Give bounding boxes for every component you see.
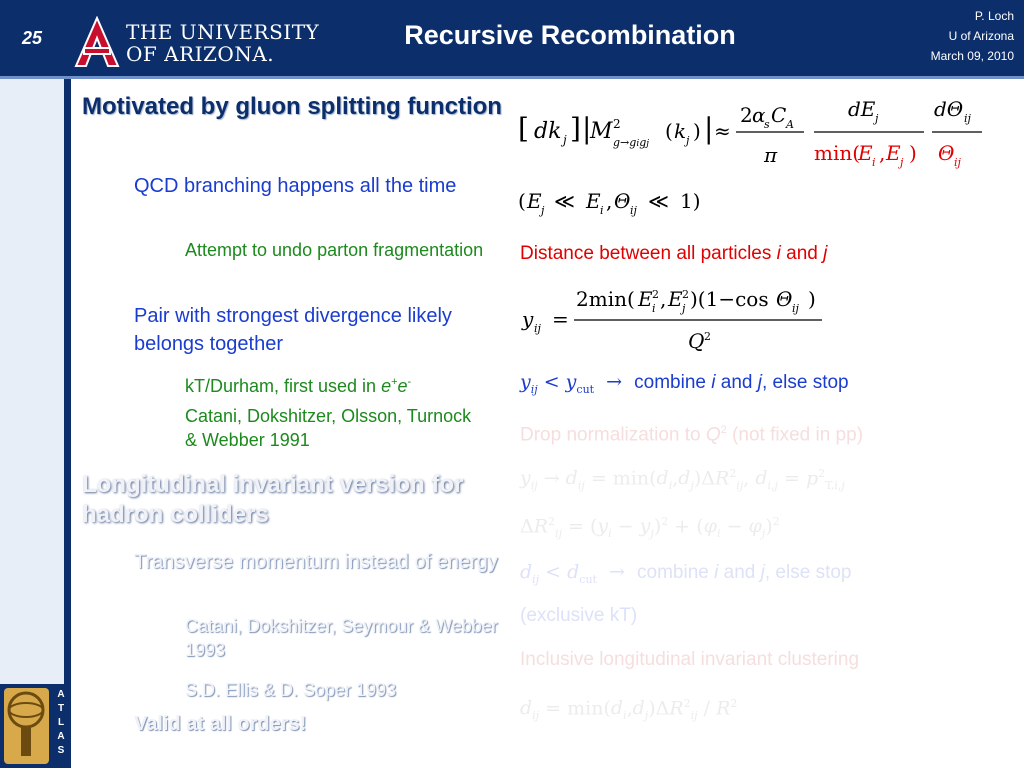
bullet-transverse-momentum: Transverse momentum instead of energy [134, 551, 498, 573]
svg-text:ij: ij [792, 302, 799, 315]
svg-text:[: [ [518, 112, 529, 145]
kt-e1: e [381, 376, 392, 396]
svg-text:ij: ij [954, 156, 961, 169]
svg-text:j: j [682, 302, 686, 315]
distance-j: j [823, 243, 828, 264]
header-rule [0, 76, 1024, 79]
svg-text:Q: Q [688, 329, 705, 353]
svg-text:2: 2 [682, 288, 689, 301]
combine2-i: i [714, 562, 719, 583]
left-bar [64, 79, 71, 684]
formula-deltar: $\Delta R^2_{ij} = (y_i - y_j)^2 + (\varphi_i - \varphi_j)^2$ [520, 515, 780, 541]
svg-text:i: i [872, 156, 876, 169]
bullet-strongest-divergence: Pair with strongest divergence likely belongs together [134, 305, 452, 355]
atlas-text: ATLAS [57, 689, 65, 756]
svg-text:,: , [660, 287, 667, 311]
svg-text:,: , [879, 141, 886, 165]
svg-text:Θ: Θ [614, 189, 631, 213]
drop-q: Q [705, 424, 721, 446]
kt-sup-minus: - [407, 376, 412, 388]
svg-text:i: i [600, 204, 604, 217]
svg-text:ij: ij [964, 112, 971, 125]
svg-text:)(1−cos: )(1−cos [690, 287, 769, 311]
svg-text:Θ: Θ [938, 141, 955, 165]
svg-text:j: j [541, 204, 545, 217]
drop-normalization: Drop normalization to $Q^2$ (not fixed in pp) [520, 424, 864, 446]
heading-longitudinal: Longitudinal invariant version for hadron colliders [82, 471, 464, 528]
svg-text:j: j [563, 133, 567, 147]
exclusive-kt: (exclusive kT) [520, 605, 638, 626]
slide-title: Recursive Recombination [404, 20, 736, 50]
yij-less-ycut: $y_{ij} < y_{cut}$ → [520, 371, 635, 396]
svg-text:dΘ: dΘ [934, 97, 964, 121]
distance-i: i [776, 243, 781, 264]
formula-dij-inclusive: $d_{ij} = \min(d_i,d_j)\Delta R^2_{ij}$ ∕ $R^2$ [520, 697, 738, 723]
svg-text:≪: ≪ [648, 189, 669, 213]
slide-meta [931, 6, 1014, 66]
svg-text:): ) [808, 287, 816, 311]
combine-j: j [757, 372, 762, 393]
svg-text:Θ: Θ [776, 287, 793, 311]
svg-text:(: ( [665, 119, 673, 143]
svg-text:y: y [522, 307, 534, 331]
combine2-and: and [718, 562, 761, 583]
bullet-catani-1991: Catani, Dokshitzer, Olsson, Turnock & Webber 1991 [185, 406, 472, 450]
bullet-catani-1993: Catani, Dokshitzer, Seymour & Webber 1993 [185, 616, 498, 660]
svg-text:≈: ≈ [714, 119, 731, 143]
combine2-j: j [760, 562, 765, 583]
atlas-label [54, 688, 68, 758]
svg-text:ij: ij [534, 322, 541, 335]
svg-text:2: 2 [652, 288, 659, 301]
svg-text:(: ( [518, 189, 526, 213]
bullet-undo-fragmentation: Attempt to undo parton fragmentation [185, 240, 484, 260]
formula-splitting [518, 92, 1018, 182]
kt-e2: e [397, 376, 408, 396]
svg-text:C: C [771, 103, 787, 127]
slide-header [0, 0, 1024, 76]
svg-text:i: i [652, 302, 656, 315]
logo-line-1: THE UNIVERSITY [126, 20, 320, 44]
combine-line-2 [520, 560, 851, 592]
svg-text:M: M [590, 119, 613, 144]
svg-text:≪: ≪ [554, 189, 575, 213]
atlas-figure-icon [4, 688, 49, 764]
svg-text:2: 2 [740, 103, 753, 127]
svg-text:α: α [752, 103, 766, 127]
bullet-kt-durham [185, 370, 525, 398]
bullet-qcd-branching: QCD branching happens all the time [134, 175, 457, 197]
combine-text: combine [634, 372, 712, 393]
svg-text:,: , [606, 189, 613, 213]
combine-line [520, 370, 849, 402]
svg-text:dk: dk [534, 119, 562, 144]
kt-sup-plus: + [391, 376, 398, 388]
svg-text:): ) [693, 119, 701, 143]
bullet-ellis-soper: S.D. Ellis & D. Soper 1993 [185, 680, 397, 700]
dij-less-dcut: $d_{ij} < d_{cut}$ → [520, 561, 638, 586]
svg-text:2min(: 2min( [576, 287, 635, 311]
distance-label: Distance between all particles [520, 243, 777, 264]
svg-text:dE: dE [848, 97, 876, 121]
formula-dij: $y_{ij} \to d_{ij} = \min(d_i,d_j)\Delta R^2_{ij}$, $d_{i,j} = p^2_{T,i,j}$ [520, 467, 845, 493]
affiliation: U of Arizona [948, 29, 1014, 43]
svg-text:j: j [686, 134, 690, 147]
svg-text:E: E [586, 189, 601, 213]
svg-text:|: | [704, 112, 714, 145]
drop-tail: (not fixed in pp) [726, 424, 864, 446]
combine-and: and [715, 372, 758, 393]
slide-number: 25 [22, 28, 43, 48]
svg-text:min(: min( [814, 141, 861, 165]
svg-text:A: A [786, 118, 794, 131]
distance-text [520, 242, 827, 266]
svg-text:2: 2 [613, 117, 621, 131]
formula-yij [518, 280, 858, 360]
svg-text:): ) [909, 141, 917, 165]
date: March 09, 2010 [930, 49, 1014, 63]
svg-text:]: ] [570, 112, 581, 145]
svg-text:E: E [858, 141, 873, 165]
svg-text:E: E [527, 189, 542, 213]
svg-text:1): 1) [680, 189, 701, 213]
svg-text:k: k [674, 119, 687, 143]
svg-text:g→gigj: g→gigj [613, 136, 650, 149]
combine2-tail: , else stop [764, 562, 852, 583]
svg-text:ij: ij [630, 204, 637, 217]
svg-text:j: j [875, 112, 879, 125]
drop-text: Drop normalization to [520, 424, 706, 446]
arizona-a-logo-icon [74, 16, 120, 68]
formula-condition [518, 182, 818, 222]
svg-text:E: E [638, 287, 653, 311]
combine2-text: combine [637, 562, 715, 583]
combine-tail: , else stop [762, 372, 849, 393]
combine-i: i [711, 372, 716, 393]
distance-and: and [780, 243, 824, 264]
svg-text:π: π [764, 143, 778, 167]
university-logo-text [126, 20, 319, 66]
svg-text:E: E [886, 141, 901, 165]
logo-line-2: OF ARIZONA. [126, 42, 275, 66]
bullet-valid-all-orders: Valid at all orders! [134, 713, 307, 735]
svg-text:=: = [552, 307, 569, 331]
inclusive-clustering: Inclusive longitudinal invariant clustering [520, 649, 860, 670]
kt-durham-text: kT/Durham, first used in [185, 376, 382, 396]
svg-text:|: | [582, 112, 592, 145]
svg-text:j: j [900, 156, 904, 169]
svg-text:2: 2 [704, 330, 711, 343]
left-margin [0, 79, 64, 684]
heading-motivated: Motivated by gluon splitting function [82, 93, 502, 120]
svg-text:E: E [668, 287, 683, 311]
author: P. Loch [974, 9, 1014, 23]
svg-text:s: s [764, 118, 770, 131]
